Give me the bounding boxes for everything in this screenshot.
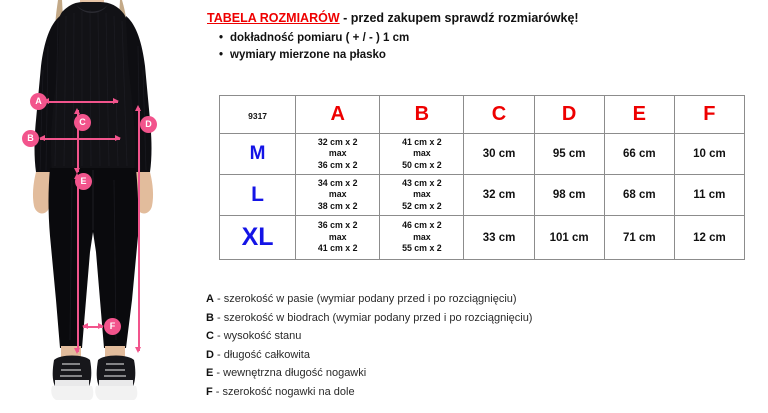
legend-item-b: B - szerokość w biodrach (wymiar podany przed i po rozciągnięciu) — [206, 311, 533, 324]
model-photo-illustration — [0, 0, 192, 413]
model-photo-panel — [0, 0, 192, 413]
column-header-a: A — [296, 96, 380, 134]
table-header-row — [220, 96, 745, 134]
table-row — [220, 175, 745, 216]
cell-xl-b: 46 cm x 2 max 55 cm x 2 — [380, 216, 464, 260]
size-cell-l: L — [220, 175, 296, 216]
measure-line-d — [138, 108, 140, 351]
legend-item-d: D - długość całkowita — [206, 348, 310, 361]
cell-l-a: 34 cm x 2 max 38 cm x 2 — [296, 175, 380, 216]
size-chart-content — [192, 0, 768, 413]
column-header-f: F — [674, 96, 744, 134]
cell-l-e: 68 cm — [604, 175, 674, 216]
cell-l-f: 11 cm — [674, 175, 744, 216]
page-title-rest: - przed zakupem sprawdź rozmiarówkę! — [339, 11, 579, 25]
measure-badge-a: A — [30, 93, 47, 110]
measure-badge-e: E — [75, 173, 92, 190]
bullet-icon: • — [219, 49, 224, 61]
legend-item-a: A - szerokość w pasie (wymiar podany przed i po rozciągnięciu) — [206, 293, 517, 305]
measure-arrow-e-bottom — [74, 348, 80, 354]
cell-l-b: 43 cm x 2 max 52 cm x 2 — [380, 175, 464, 216]
note-text: dokładność pomiaru ( + / - ) 1 cm — [230, 32, 410, 44]
column-header-d: D — [534, 96, 604, 134]
legend-item-f: F - szerokość nogawki na dole — [206, 385, 355, 398]
cell-m-b: 41 cm x 2 max 50 cm x 2 — [380, 134, 464, 175]
measure-badge-b: B — [22, 130, 39, 147]
measure-arrow-f-left — [82, 323, 88, 329]
cell-xl-e: 71 cm — [604, 216, 674, 260]
note-text: wymiary mierzone na płasko — [230, 49, 386, 61]
measure-arrow-b-right — [115, 135, 121, 141]
measurement-legend — [206, 290, 532, 401]
cell-xl-f: 12 cm — [674, 216, 744, 260]
measure-badge-d: D — [140, 116, 157, 133]
bullet-icon: • — [219, 32, 224, 44]
cell-l-d: 98 cm — [534, 175, 604, 216]
legend-item-e: E - wewnętrzna długość nogawki — [206, 367, 367, 379]
measure-arrow-d-bottom — [135, 347, 141, 353]
table-row — [220, 134, 745, 175]
size-cell-m: M — [220, 134, 296, 175]
list-item — [219, 30, 409, 47]
cell-m-e: 66 cm — [604, 134, 674, 175]
measure-arrow-d-top — [135, 105, 141, 111]
measure-arrow-b-left — [39, 135, 45, 141]
size-cell-xl: XL — [220, 216, 296, 260]
cell-xl-d: 101 cm — [534, 216, 604, 260]
measure-badge-f: F — [104, 318, 121, 335]
measure-badge-c: C — [74, 114, 91, 131]
column-header-e: E — [604, 96, 674, 134]
cell-xl-a: 36 cm x 2 max 41 cm x 2 — [296, 216, 380, 260]
table-row — [220, 216, 745, 260]
product-code-cell — [220, 96, 296, 134]
size-table — [219, 95, 745, 260]
cell-m-f: 10 cm — [674, 134, 744, 175]
cell-m-a: 32 cm x 2 max 36 cm x 2 — [296, 134, 380, 175]
page-title-highlight: TABELA ROZMIARÓW — [207, 11, 340, 25]
cell-l-c: 32 cm — [464, 175, 534, 216]
cell-m-d: 95 cm — [534, 134, 604, 175]
measure-arrow-c-top — [74, 108, 80, 114]
measure-line-e — [77, 176, 79, 352]
measure-arrow-a-right — [113, 98, 119, 104]
product-code: 9317 — [248, 110, 268, 121]
measure-line-b — [40, 138, 120, 140]
column-header-b: B — [380, 96, 464, 134]
page-title — [207, 11, 579, 25]
list-item — [219, 47, 409, 64]
legend-item-c: C - wysokość stanu — [206, 330, 302, 342]
measure-line-a — [44, 101, 118, 103]
cell-xl-c: 33 cm — [464, 216, 534, 260]
column-header-c: C — [464, 96, 534, 134]
notes-list — [219, 30, 409, 64]
cell-m-c: 30 cm — [464, 134, 534, 175]
